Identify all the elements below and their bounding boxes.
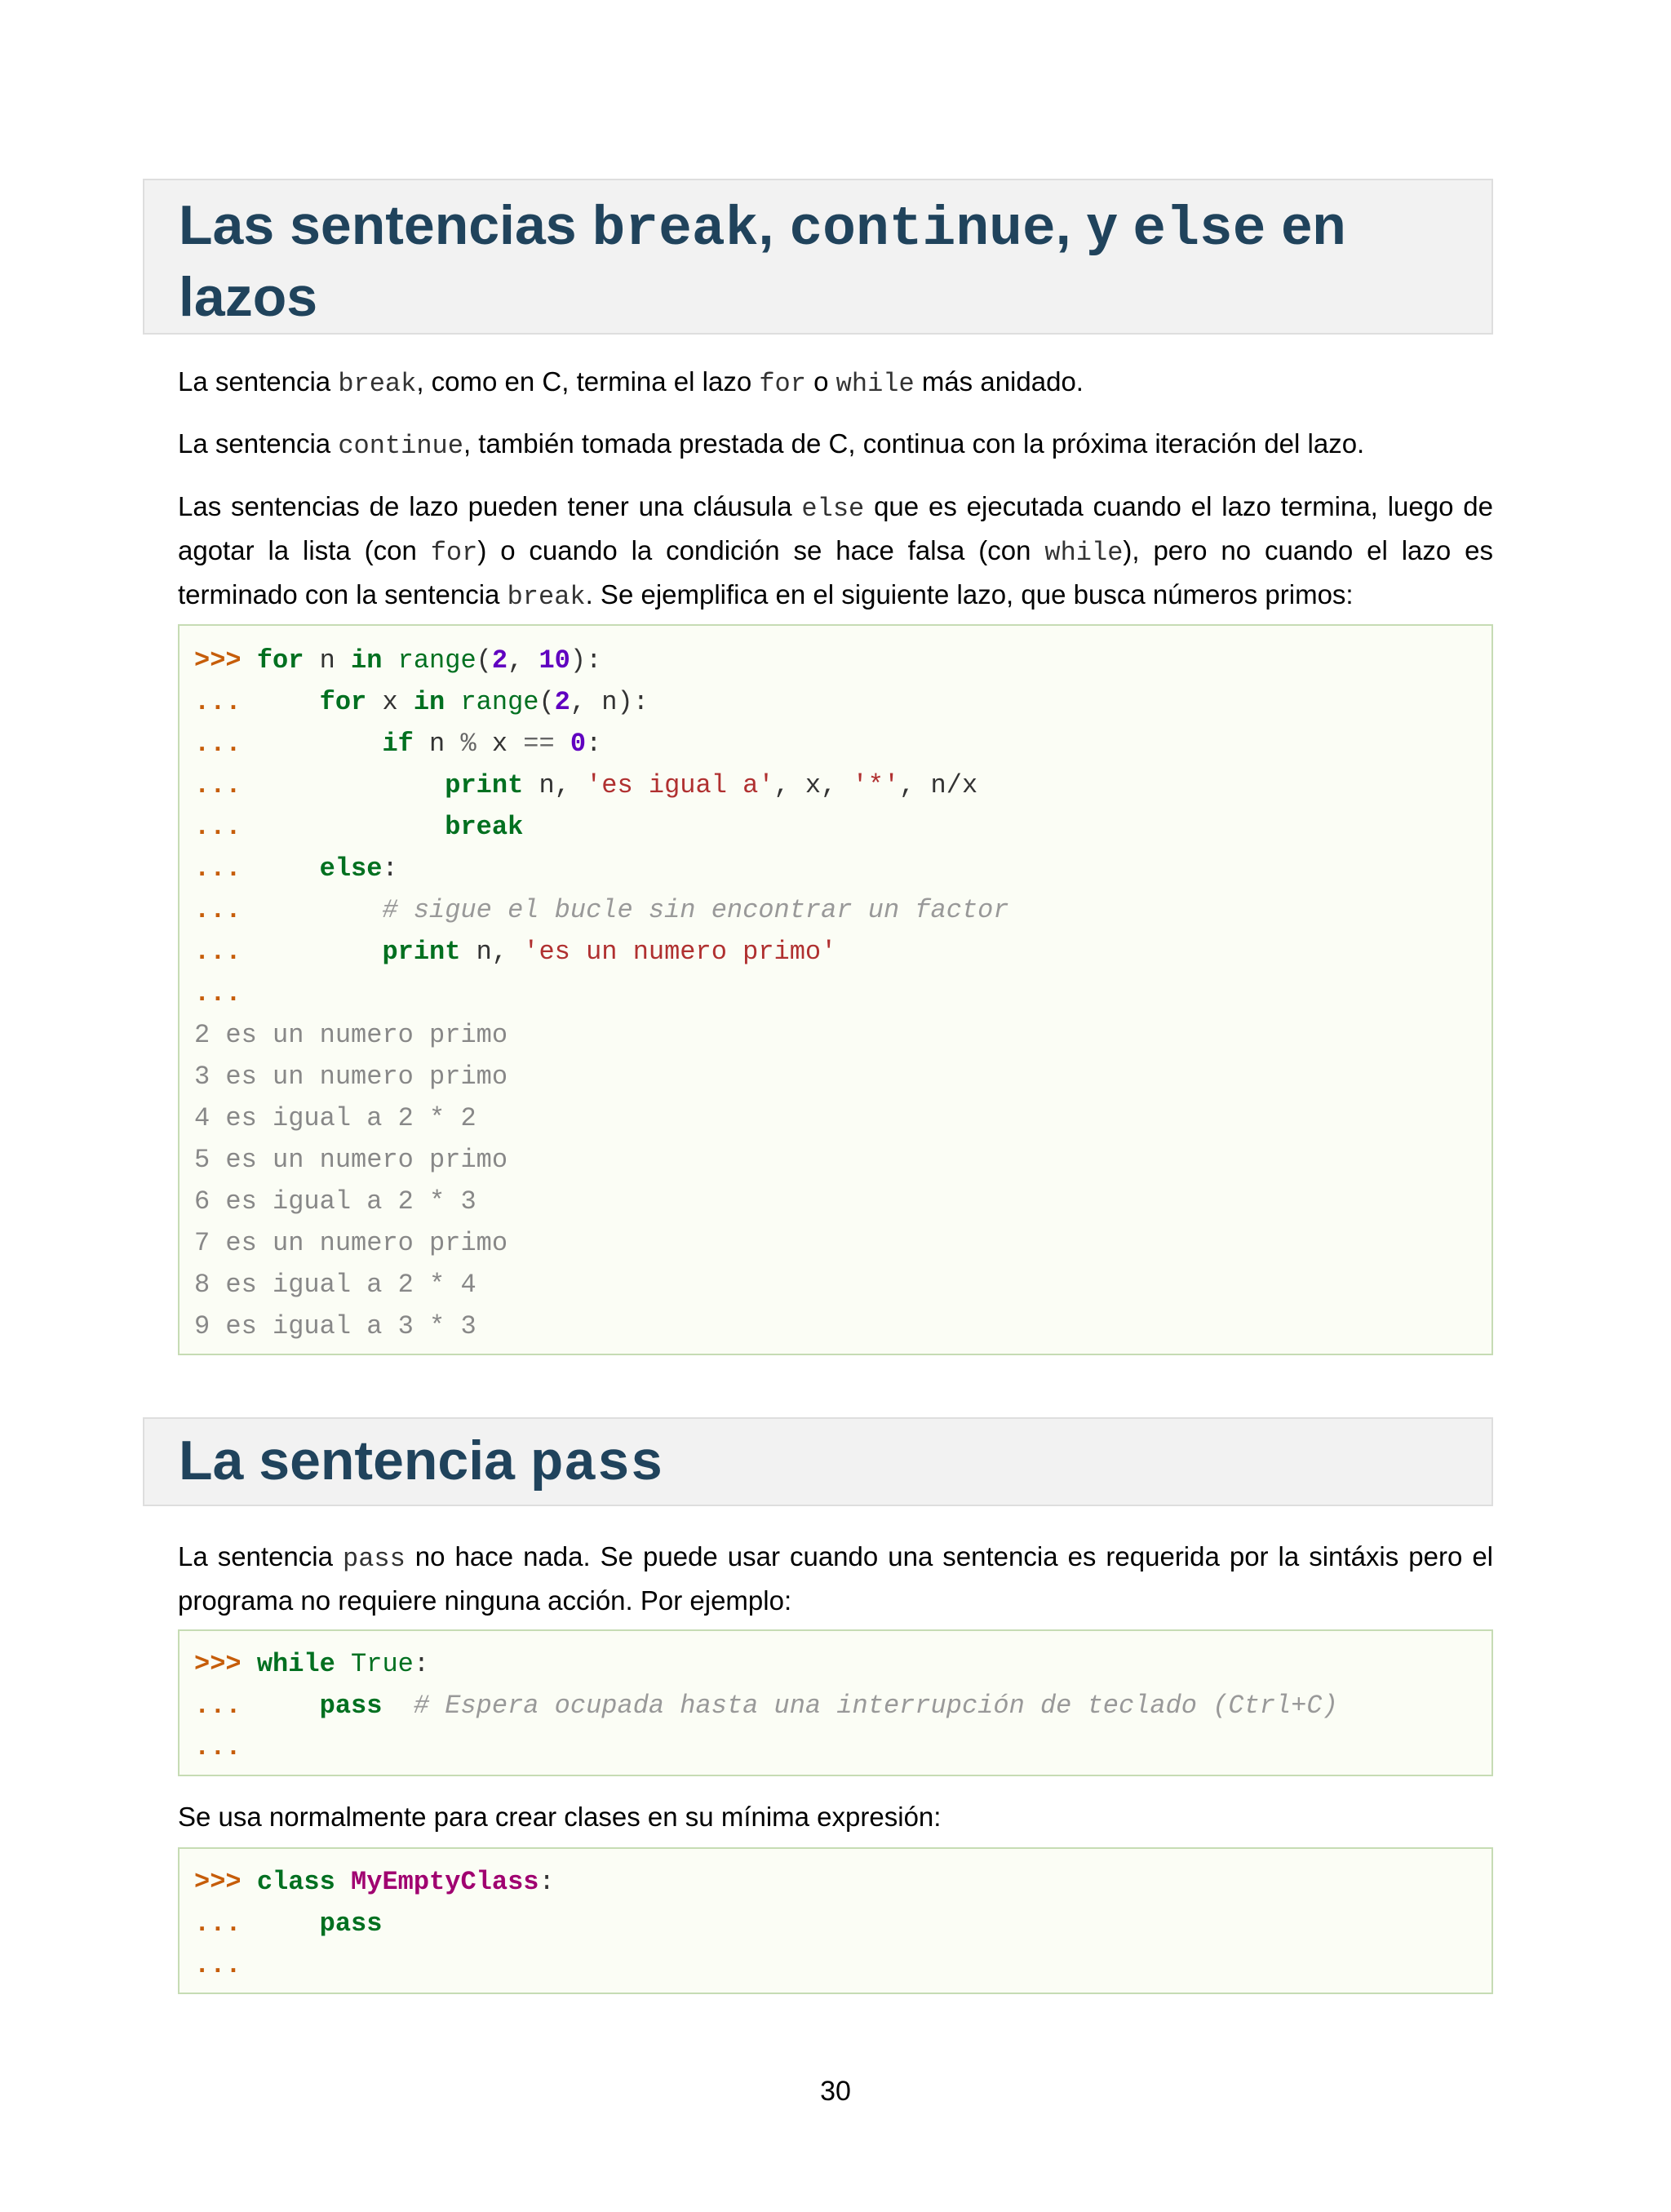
text: Las sentencias de lazo pueden tener una cláusula [178, 491, 802, 521]
heading-code-continue: continue [789, 198, 1056, 261]
text: La sentencia [178, 366, 339, 397]
text: ) o cuando la condición se hace falsa (con [477, 535, 1045, 565]
code-line: ... else: [194, 853, 398, 884]
code-line: ... for x in range(2, n): [194, 687, 649, 717]
code-line: >>> for n in range(2, 10): [194, 645, 602, 676]
text: Se usa normalmente para crear clases en su mínima expresión: [178, 1802, 942, 1832]
heading-code-pass: pass [530, 1434, 664, 1496]
heading-text: La sentencia [179, 1430, 530, 1492]
code-block-empty-class [178, 1847, 1493, 1994]
code-line: ... break [194, 812, 524, 842]
output-line: 3 es un numero primo [194, 1062, 508, 1092]
output-line: 2 es un numero primo [194, 1020, 508, 1050]
code-line: ... pass [194, 1908, 383, 1939]
text: no hace nada. Se puede usar cuando una sentencia es requerida por la sintáxis pero el programa no requiere ninguna acción. Por ejemplo: [178, 1541, 1494, 1616]
page-number: 30 [820, 2076, 851, 2107]
paragraph-pass [178, 1536, 1493, 1621]
code-line: ... print n, 'es un numero primo' [194, 937, 837, 967]
code-line: ... [194, 1950, 242, 1980]
code-line: ... [194, 1732, 242, 1762]
output-line: 4 es igual a 2 * 2 [194, 1103, 476, 1133]
text: , como en C, termina el lazo [416, 366, 760, 397]
text: , también tomada prestada de C, continua con la próxima iteración del lazo. [463, 428, 1365, 459]
code-line: ... # sigue el bucle sin encontrar un factor [194, 895, 1009, 925]
text: . Se ejemplifica en el siguiente lazo, que busca números primos: [585, 579, 1354, 610]
output-line: 8 es igual a 2 * 4 [194, 1270, 476, 1300]
paragraph-break [178, 361, 1493, 405]
code-line: ... pass # Espera ocupada hasta una interrupción de teclado (Ctrl+C) [194, 1691, 1338, 1721]
code-line: ... [194, 978, 242, 1008]
output-line: 5 es un numero primo [194, 1145, 508, 1175]
output-line: 9 es igual a 3 * 3 [194, 1311, 476, 1341]
output-line: 7 es un numero primo [194, 1228, 508, 1258]
output-line: 6 es igual a 2 * 3 [194, 1186, 476, 1217]
heading-code-else: else [1132, 198, 1266, 261]
text: más anidado. [914, 366, 1084, 397]
text: ), pero no cuando el lazo es terminado con la sentencia [178, 535, 1493, 610]
heading-text: en lazos [179, 194, 1346, 328]
inline-code: continue [338, 431, 463, 461]
code-line: >>> class MyEmptyClass: [194, 1867, 555, 1897]
section-heading-pass [143, 1417, 1493, 1506]
heading-text: , y [1055, 194, 1133, 256]
section-heading-break-continue-else [143, 179, 1493, 335]
code-line: >>> while True: [194, 1649, 430, 1679]
code-block-while-pass [178, 1629, 1493, 1776]
heading-text: , [758, 194, 790, 256]
inline-code: while [1044, 538, 1124, 568]
code-line: ... if n % x == 0: [194, 729, 602, 759]
inline-code: break [338, 369, 417, 399]
inline-code: for [430, 538, 478, 568]
inline-code: while [836, 369, 915, 399]
code-block-primes [178, 624, 1493, 1355]
inline-code: for [759, 369, 806, 399]
inline-code: else [801, 494, 865, 524]
heading-code-break: break [592, 198, 759, 261]
code-line: ... print n, 'es igual a', x, '*', n/x [194, 770, 978, 800]
paragraph-empty-class [178, 1796, 1493, 1837]
text: La sentencia [178, 1541, 343, 1571]
text: o [805, 366, 836, 397]
inline-code: break [507, 582, 586, 612]
inline-code: pass [342, 1544, 406, 1574]
paragraph-continue [178, 423, 1493, 467]
heading-text: Las sentencias [179, 194, 592, 256]
paragraph-else-clause [178, 485, 1493, 618]
text: La sentencia [178, 428, 339, 459]
text: que es ejecutada cuando el lazo termina, luego de agotar la lista (con [178, 491, 1493, 565]
